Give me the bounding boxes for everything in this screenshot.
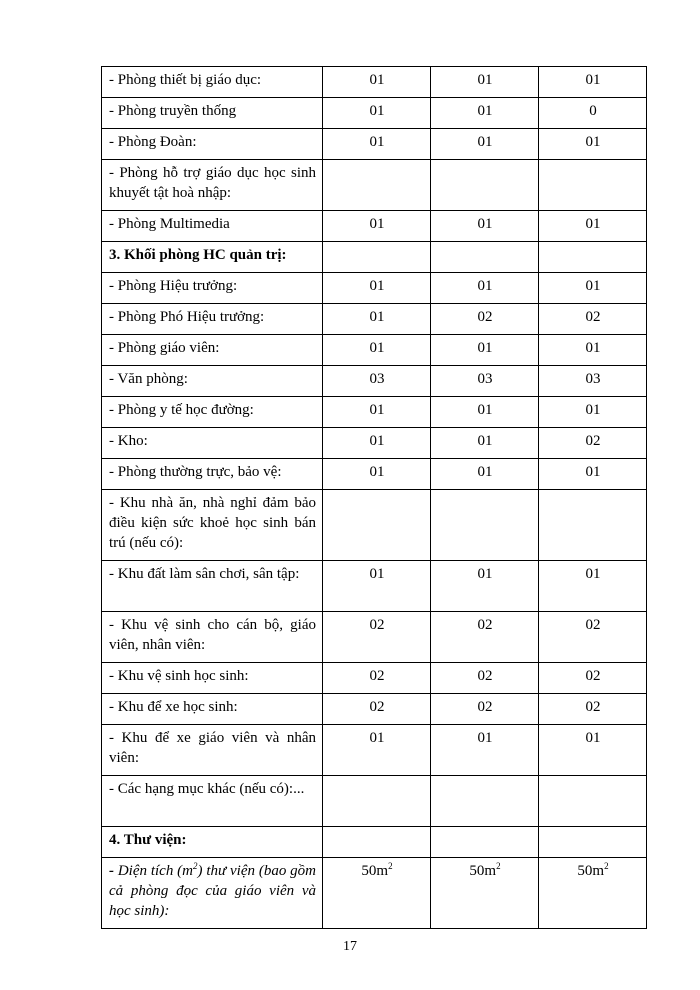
row-value: 02 [431,694,539,725]
library-area-row [102,858,647,929]
row-value: 01 [431,397,539,428]
library-area-dash: - [109,863,114,879]
table-row [102,273,647,304]
row-value: 03 [323,366,431,397]
library-area-value [431,858,539,929]
table-row [102,98,647,129]
row-value [539,242,647,273]
row-value: 01 [539,67,647,98]
table-row [102,67,647,98]
row-value: 01 [431,335,539,366]
row-value: 02 [323,612,431,663]
row-label: - Văn phòng: [102,366,323,397]
row-value: 01 [323,273,431,304]
row-value: 03 [539,366,647,397]
row-value [323,160,431,211]
row-value [539,490,647,561]
row-value: 01 [323,397,431,428]
row-value: 0 [539,98,647,129]
row-label: - Phòng truyền thống [102,98,323,129]
table-row [102,304,647,335]
row-value: 02 [323,663,431,694]
row-value: 02 [431,304,539,335]
library-area-value [323,858,431,929]
row-value [431,160,539,211]
superscript: 2 [604,861,609,871]
row-label: - Phòng giáo viên: [102,335,323,366]
row-value: 01 [323,428,431,459]
table-row [102,129,647,160]
facility-table [101,66,647,929]
row-value: 01 [431,211,539,242]
row-value: 02 [431,663,539,694]
row-value: 01 [431,67,539,98]
row-value [539,827,647,858]
row-label: - Phòng thường trực, bảo vệ: [102,459,323,490]
row-value: 01 [539,561,647,612]
table-row [102,776,647,827]
row-value: 01 [539,211,647,242]
row-value: 01 [323,129,431,160]
table-row [102,561,647,612]
table-row [102,663,647,694]
row-value [431,827,539,858]
row-value: 01 [431,459,539,490]
page-number: 17 [343,939,357,954]
row-value: 02 [539,663,647,694]
row-label: - Phòng y tế học đường: [102,397,323,428]
row-label: - Phòng Multimedia [102,211,323,242]
library-area-label-prefix: Diện tích (m [114,863,193,879]
row-value [539,776,647,827]
row-value: 01 [323,211,431,242]
table-row [102,335,647,366]
row-value: 02 [431,612,539,663]
row-label: - Phòng Phó Hiệu trưởng: [102,304,323,335]
row-value [323,490,431,561]
row-label: - Khu nhà ăn, nhà nghỉ đảm bảo điều kiện sức khoẻ học sinh bán trú (nếu có): [102,490,323,561]
row-label: - Khu vệ sinh học sinh: [102,663,323,694]
row-value [539,160,647,211]
table-row [102,694,647,725]
row-value: 01 [323,335,431,366]
row-label: - Phòng thiết bị giáo dục: [102,67,323,98]
row-value: 01 [431,428,539,459]
section-heading: 4. Thư viện: [102,827,323,858]
row-value: 01 [539,397,647,428]
row-value: 01 [431,561,539,612]
row-value [323,776,431,827]
row-label: - Các hạng mục khác (nếu có):... [102,776,323,827]
row-value: 01 [539,273,647,304]
row-value: 02 [539,612,647,663]
table-row [102,490,647,561]
table-row [102,459,647,490]
row-value: 01 [431,98,539,129]
table-row [102,366,647,397]
row-value: 01 [323,98,431,129]
table-row [102,211,647,242]
area-value-base: 50m [577,863,605,879]
row-value: 01 [431,725,539,776]
row-value: 01 [539,335,647,366]
table-row [102,725,647,776]
area-value-base: 50m [361,863,389,879]
table-row [102,160,647,211]
section-header-row [102,827,647,858]
row-value [323,242,431,273]
library-area-label [102,858,323,929]
row-label: - Khu đất làm sân chơi, sân tập: [102,561,323,612]
row-label: - Kho: [102,428,323,459]
row-value [431,242,539,273]
table-row [102,397,647,428]
row-value [431,776,539,827]
library-area-label-suffix: ) thư viện (bao gồm cả phòng đọc của giáo viên và học sinh): [109,863,317,919]
row-value [323,827,431,858]
row-value: 02 [539,428,647,459]
row-value: 01 [539,725,647,776]
row-value: 01 [323,725,431,776]
row-label: - Phòng Đoàn: [102,129,323,160]
row-label: - Phòng hỗ trợ giáo dục học sinh khuyết tật hoà nhập: [102,160,323,211]
row-label: - Khu để xe học sinh: [102,694,323,725]
area-value-base: 50m [469,863,497,879]
row-value [431,490,539,561]
row-value: 01 [323,459,431,490]
row-value: 01 [323,561,431,612]
section-heading: 3. Khối phòng HC quản trị: [102,242,323,273]
row-value: 02 [323,694,431,725]
superscript: 2 [388,861,393,871]
row-value: 02 [539,694,647,725]
row-value: 01 [431,129,539,160]
superscript: 2 [496,861,501,871]
row-label: - Khu vệ sinh cho cán bộ, giáo viên, nhân viên: [102,612,323,663]
table-row [102,428,647,459]
library-area-value [539,858,647,929]
row-value: 01 [539,459,647,490]
row-value: 03 [431,366,539,397]
row-value: 01 [323,304,431,335]
row-value: 01 [323,67,431,98]
row-value: 01 [431,273,539,304]
row-value: 01 [539,129,647,160]
row-value: 02 [539,304,647,335]
superscript: 2 [193,861,198,871]
table-row [102,612,647,663]
section-header-row [102,242,647,273]
row-label: - Phòng Hiệu trưởng: [102,273,323,304]
row-label: - Khu để xe giáo viên và nhân viên: [102,725,323,776]
